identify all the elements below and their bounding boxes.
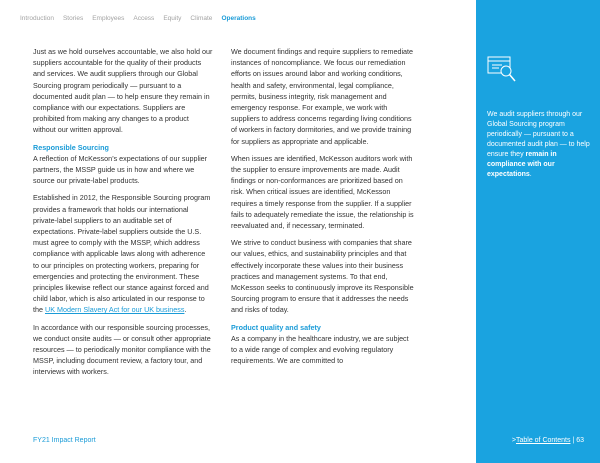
nav-introduction[interactable]: Introduction (20, 15, 54, 22)
footer-separator: | (572, 437, 575, 444)
col1-para-accountability: Just as we hold ourselves accountable, we also hold our suppliers accountable for the quality of their products and services. We audit suppliers through our Global Sourcing program periodically — pursuant to a documented audit plan — to help ensure they remain in compliance with our expectations. Suppliers are prohibited from making any changes to a product without our written approval. (33, 47, 213, 135)
nav-employees[interactable]: Employees (92, 15, 125, 22)
nav-access[interactable]: Access (133, 15, 155, 22)
middle-column (231, 46, 416, 366)
product-quality-heading: Product quality and safety (231, 322, 321, 332)
col1-para-program-end: . (184, 305, 187, 315)
left-column (33, 46, 213, 378)
section-nav (20, 15, 256, 22)
callout-sidebar (476, 0, 600, 463)
table-of-contents-link[interactable]: Table of Contents (515, 437, 571, 444)
col2-para-issues: When issues are identified, McKesson auditors work with the supplier to ensure improvements are made. Audit findings or non-conformances are prioritized based on risk. When critical issues are identified, McKesson requires a timely response from the supplier. If a supplier fails to adequately remediate the issue, the relationship is reevaluated and, if necessary, terminated. (231, 153, 414, 231)
col2-para-findings: We document findings and require suppliers to remediate instances of noncompliance. We focus our remediation efforts on issues around labor and working conditions, health and safety, environmental, legal compliance, permits, business integrity, risk management and emergency response. For example, we work with suppliers to address concerns regarding living conditions of workers in factory dormitories, and we provide training for suppliers as appropriate and applicable. (231, 47, 414, 146)
col2-para-values: We strive to conduct business with companies that share our values, ethics, and sustainability principles and that effectively incorporate these values into their business practices and management systems. To that end, McKesson seeks to continuously improve its Responsible Sourcing program to ensure that it addresses the needs and risks of today. (231, 238, 414, 315)
callout-quote-end: . (529, 171, 532, 178)
callout-quote-text: We audit suppliers through our Global Sourcing program periodically — pursuant to a documented audit plan — to help ensure they (487, 111, 590, 158)
page-number: 63 (576, 437, 584, 444)
callout-quote (487, 110, 592, 180)
col1-para-program-text: Established in 2012, the Responsible Sourcing program provides a framework that holds our international private-label suppliers to an auditable set of expectations. Private-label suppliers outside the U.S. must agree to comply with the MSSP, which address compliance with applicable laws along with adherence to our principles on protecting workers, preparing for emergencies and protecting the environment. These principles likewise reflect our stance against forced and child labor, which is also articulated in our response to the (33, 193, 211, 315)
nav-stories[interactable]: Stories (62, 15, 84, 22)
nav-climate[interactable]: Climate (190, 15, 213, 22)
col1-para-mssp: A reflection of McKesson’s expectations of our supplier partners, the MSSP guide us in how and where we source our private-label products. (33, 153, 208, 186)
responsible-sourcing-heading: Responsible Sourcing (33, 142, 109, 152)
nav-equity[interactable]: Equity (163, 15, 182, 22)
callout-quote-bold: remain in compliance with our expectations (487, 151, 557, 178)
report-title: FY21 Impact Report (33, 437, 96, 444)
uk-modern-slavery-link[interactable]: UK Modern Slavery Act for our UK business (45, 305, 185, 315)
footer-nav: >Table of Contents | 63 (511, 437, 584, 444)
col1-para-program (33, 192, 213, 315)
col2-para-regulatory: As a company in the healthcare industry, we are subject to a wide range of complex and evolving regulatory requirements. We are committed to (231, 333, 409, 366)
audit-magnifier-icon (487, 56, 517, 88)
nav-operations[interactable]: Operations (221, 15, 256, 22)
col1-para-audits: In accordance with our responsible sourcing processes, we conduct onsite audits — or consult other appropriate resources — to periodically monitor compliance with the MSSP, including document review, a factory tour, and interviews with workers. (33, 322, 211, 377)
